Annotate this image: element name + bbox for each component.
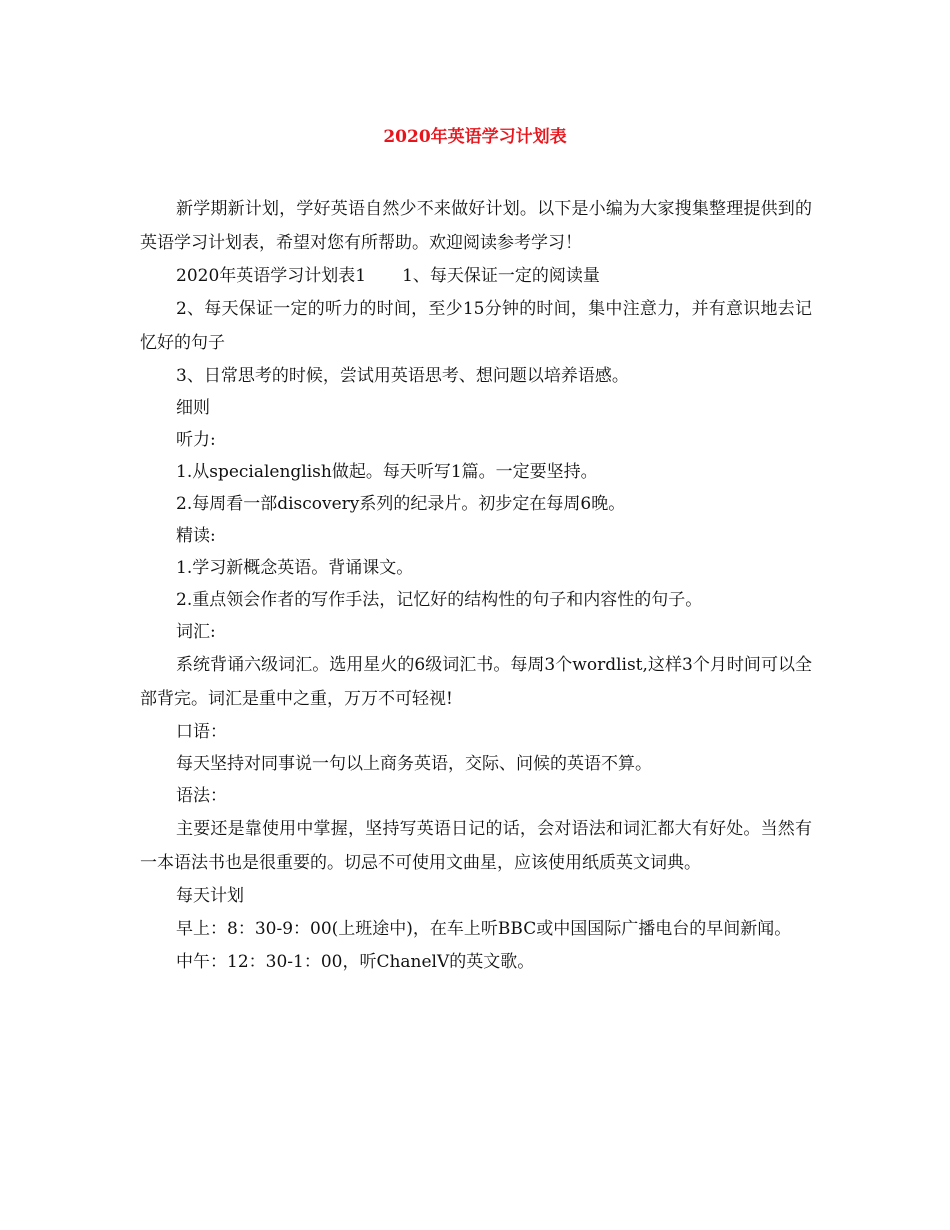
reading-item-2: 2.重点领会作者的写作手法，记忆好的结构性的句子和内容性的句子。 xyxy=(176,590,703,610)
section-heading-details: 细则 xyxy=(176,398,210,418)
daily-plan-morning: 早上：8：30-9：00(上班途中)，在车上听BBC或中国国际广播电台的早间新闻。 xyxy=(176,919,792,939)
section-heading-listening: 听力: xyxy=(176,430,216,450)
section-heading-speaking: 口语： xyxy=(176,722,227,742)
plan-item-2: 2、每天保证一定的听力的时间，至少15分钟的时间，集中注意力，并有意识地去记忆好的句子 xyxy=(140,299,812,353)
vocabulary-paragraph: 系统背诵六级词汇。选用星火的6级词汇书。每周3个wordlist,这样3个月时间可以全部背完。词汇是重中之重，万万不可轻视! xyxy=(140,655,812,709)
plan-item-1: 1、每天保证一定的阅读量 xyxy=(402,266,600,286)
daily-plan-noon: 中午：12：30-1：00，听ChanelV的英文歌。 xyxy=(176,952,535,972)
reading-item-1: 1.学习新概念英语。背诵课文。 xyxy=(176,558,414,578)
plan-heading: 2020年英语学习计划表1 xyxy=(176,266,367,286)
section-heading-grammar: 语法： xyxy=(176,786,227,806)
grammar-paragraph: 主要还是靠使用中掌握，坚持写英语日记的话，会对语法和词汇都大有好处。当然有一本语法书也是很重要的。切忌不可使用文曲星，应该使用纸质英文词典。 xyxy=(140,819,812,873)
section-heading-intensive-reading: 精读: xyxy=(176,526,216,546)
section-heading-vocabulary: 词汇: xyxy=(176,622,216,642)
listening-item-1: 1.从specialenglish做起。每天听写1篇。一定要坚持。 xyxy=(176,462,598,482)
speaking-paragraph: 每天坚持对同事说一句以上商务英语，交际、问候的英语不算。 xyxy=(176,754,652,774)
document-body xyxy=(140,192,812,978)
section-heading-daily-plan: 每天计划 xyxy=(176,886,244,906)
listening-item-2: 2.每周看一部discovery系列的纪录片。初步定在每周6晚。 xyxy=(176,494,626,514)
document-title: 2020年英语学习计划表 xyxy=(383,127,567,147)
plan-item-3: 3、日常思考的时候，尝试用英语思考、想问题以培养语感。 xyxy=(176,366,629,386)
plan-heading-line xyxy=(140,260,812,292)
intro-paragraph: 新学期新计划，学好英语自然少不来做好计划。以下是小编为大家搜集整理提供到的英语学习计划表，希望对您有所帮助。欢迎阅读参考学习！ xyxy=(140,199,812,253)
